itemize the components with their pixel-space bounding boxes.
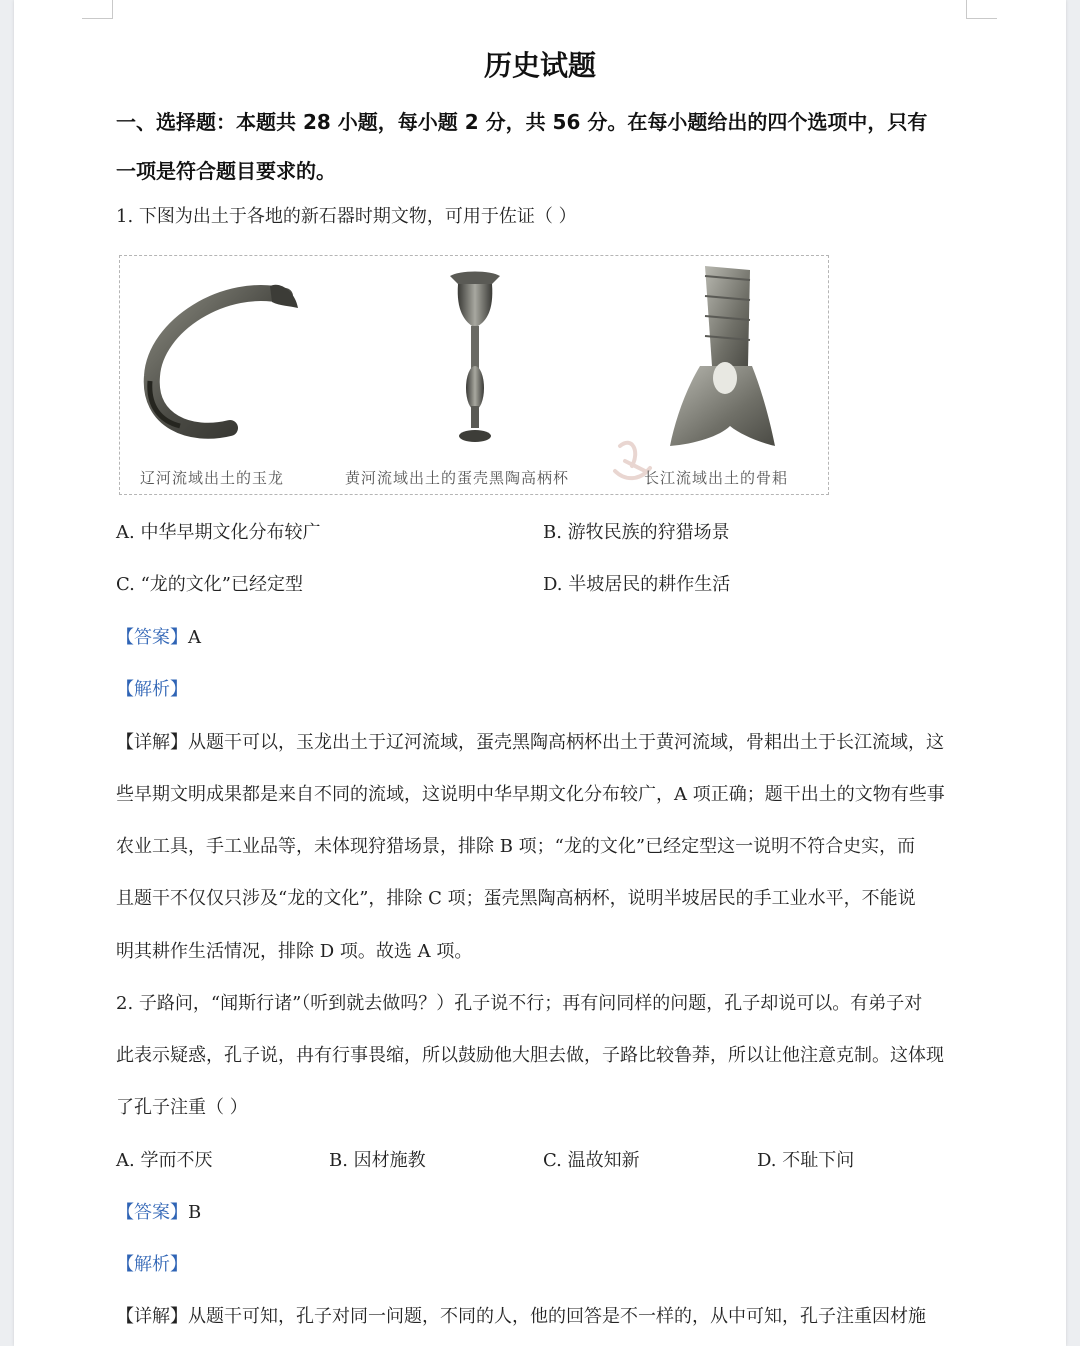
- section-heading-line-2: 一项是符合题目要求的。: [116, 159, 336, 183]
- bone-spade-image: [670, 266, 775, 446]
- crop-mark-top-right: [966, 0, 997, 19]
- q1-option-c: C. “龙的文化”已经定型: [116, 574, 303, 595]
- q1-detail-line-4: 且题干不仅仅只涉及“龙的文化”，排除 C 项；蛋壳黑陶高柄杯，说明半坡居民的手工业水平，不能说: [116, 888, 916, 909]
- q2-analysis-tag: 【解析】: [116, 1254, 188, 1275]
- q1-detail-line-1: 【详解】从题干可以，玉龙出土于辽河流域，蛋壳黑陶高柄杯出土于黄河流域，骨耜出土于长江流域，这: [116, 732, 944, 753]
- q1-stem: 1. 下图为出土于各地的新石器时期文物，可用于佐证（ ）: [116, 206, 577, 227]
- pottery-cup-image: [450, 272, 500, 443]
- figure-caption-bone-spade: 长江流域出土的骨耜: [644, 469, 789, 487]
- q2-answer: [116, 1198, 201, 1224]
- crop-mark-top-left: [82, 0, 113, 19]
- answer-tag: 【答案】: [116, 627, 188, 648]
- q2-stem-line-3: 了孔子注重（ ）: [116, 1097, 248, 1118]
- q2-option-c: C. 温故知新: [543, 1150, 640, 1171]
- figure-caption-jade-dragon: 辽河流域出土的玉龙: [140, 469, 285, 487]
- q1-analysis-tag: 【解析】: [116, 679, 188, 700]
- section-heading-line-1: 一、选择题：本题共 28 小题，每小题 2 分，共 56 分。在每小题给出的四个选项中，只有: [116, 110, 928, 134]
- answer-value: A: [188, 627, 201, 648]
- answer-value: B: [188, 1202, 202, 1223]
- q1-option-d: D. 半坡居民的耕作生活: [543, 574, 731, 595]
- q1-artifact-figure: [119, 255, 829, 495]
- q1-detail-line-5: 明其耕作生活情况，排除 D 项。故选 A 项。: [116, 941, 473, 962]
- q2-stem-line-2: 此表示疑惑，孔子说，冉有行事畏缩，所以鼓励他大胆去做，子路比较鲁莽，所以让他注意克制。这体现: [116, 1045, 944, 1066]
- figure-caption-pottery-cup: 黄河流域出土的蛋壳黑陶高柄杯: [345, 469, 570, 487]
- answer-tag: 【答案】: [116, 1202, 188, 1223]
- q1-detail-line-3: 农业工具，手工业品等，未体现狩猎场景，排除 B 项；“龙的文化”已经定型这一说明不符合史实，而: [116, 836, 916, 857]
- page-title: 历史试题: [483, 49, 596, 82]
- q2-stem-line-1: 2. 子路问，“闻斯行诸”（听到就去做吗？）孔子说不行；再有问同样的问题，孔子却说可以。有弟子对: [116, 993, 923, 1014]
- q1-option-a: A. 中华早期文化分布较广: [116, 522, 321, 543]
- q2-option-d: D. 不耻下问: [757, 1150, 855, 1171]
- jade-dragon-image: [150, 285, 298, 431]
- q1-detail-line-2: 些早期文明成果都是来自不同的流域，这说明中华早期文化分布较广，A 项正确；题干出土的文物有些事: [116, 784, 945, 805]
- q2-detail-line-1: 【详解】从题干可知，孔子对同一问题，不同的人，他的回答是不一样的，从中可知，孔子注重因材施: [116, 1306, 926, 1327]
- q2-option-a: A. 学而不厌: [116, 1150, 213, 1171]
- q2-option-b: B. 因材施教: [329, 1150, 426, 1171]
- q1-option-b: B. 游牧民族的狩猎场景: [543, 522, 730, 543]
- q1-answer: [116, 623, 201, 649]
- artifact-illustrations: [120, 256, 828, 494]
